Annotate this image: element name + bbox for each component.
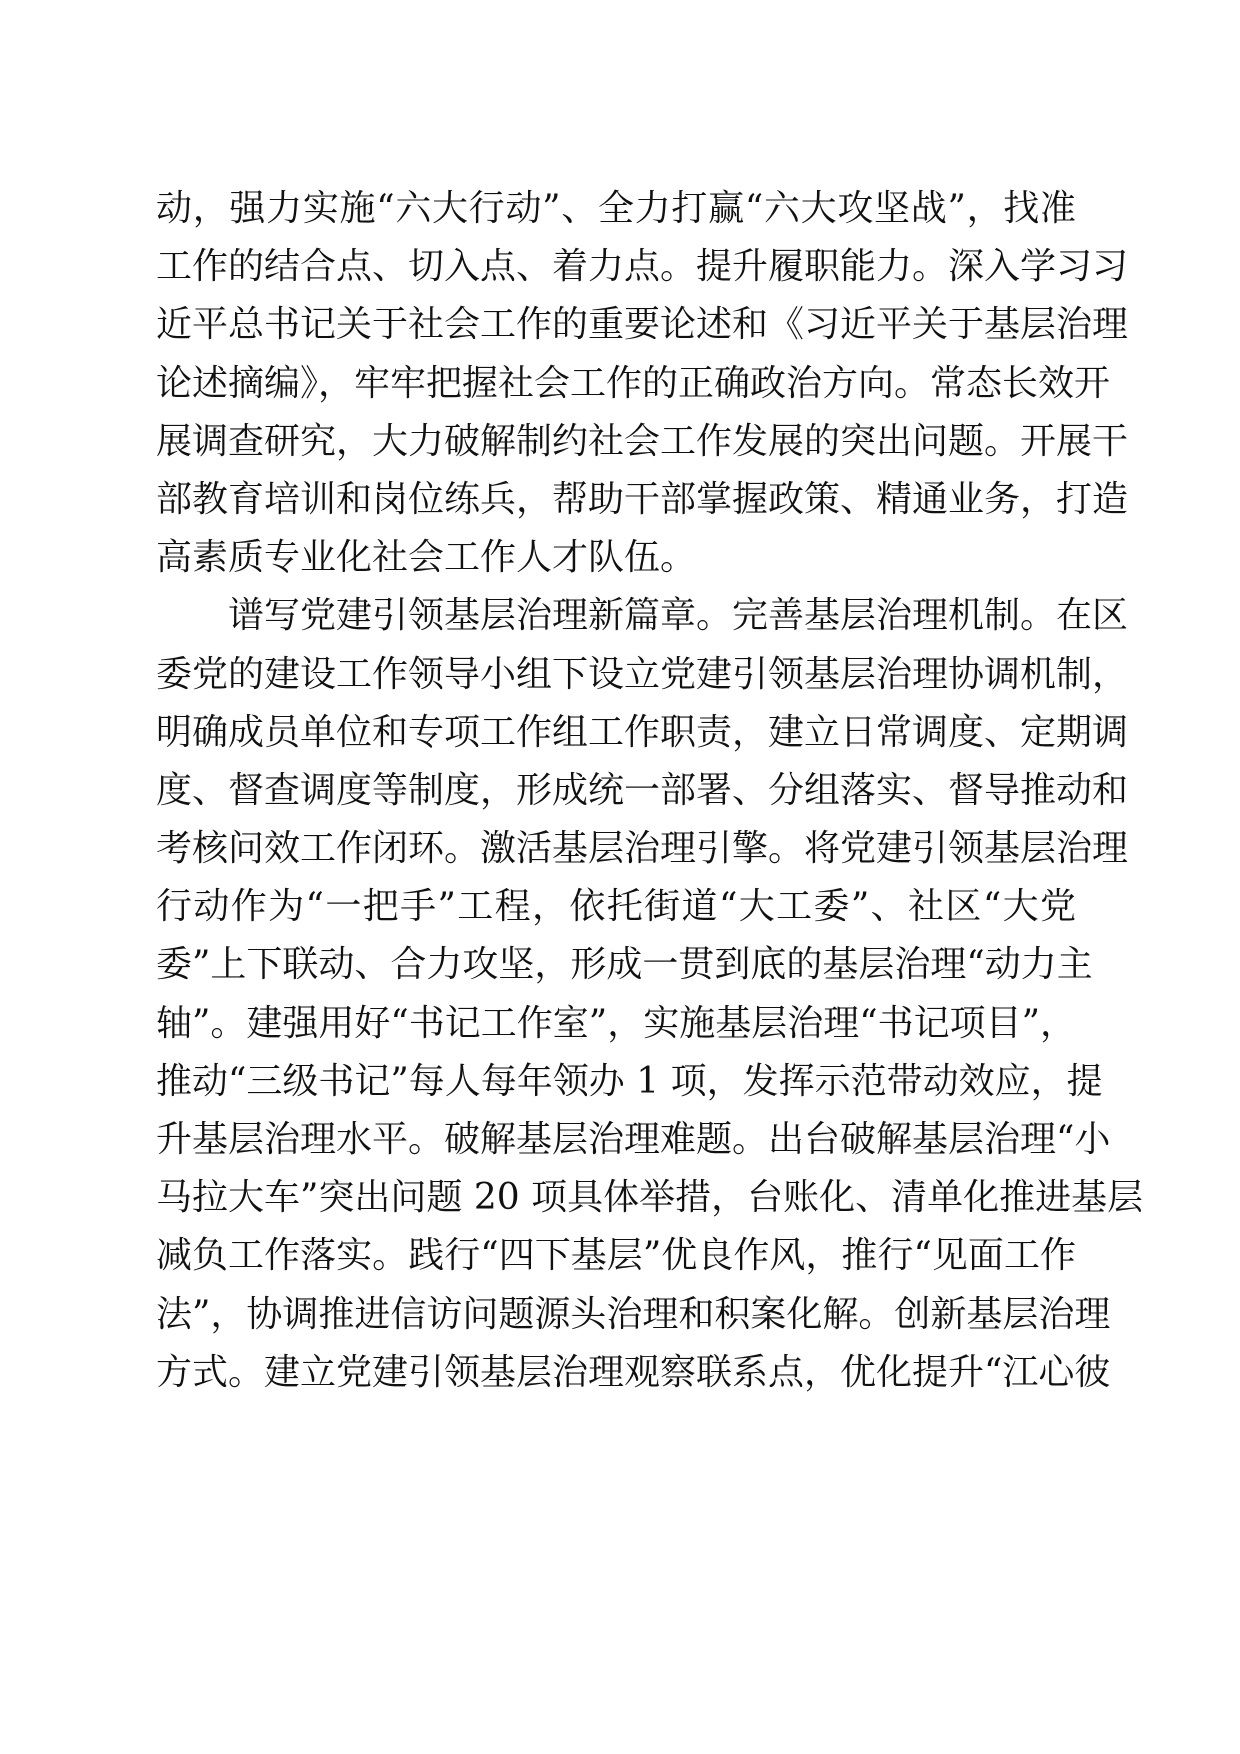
text-line: 马拉大车”突出问题 20 项具体举措，台账化、清单化推进基层 <box>156 1177 1144 1219</box>
text-line: 考核问效工作闭环。激活基层治理引擎。将党建引领基层治理 <box>156 828 1129 870</box>
text-line: 委党的建设工作领导小组下设立党建引领基层治理协调机制， <box>156 653 1129 695</box>
text-line: 部教育培训和岗位练兵，帮助干部掌握政策、精通业务，打造 <box>156 478 1129 520</box>
paragraph-1 <box>156 180 1129 587</box>
text-line: 高素质专业化社会工作人才队伍。 <box>156 537 697 579</box>
text-line: 法”，协调推进信访问题源头治理和积案化解。创新基层治理 <box>156 1293 1111 1335</box>
text-line: 论述摘编》，牢牢把握社会工作的正确政治方向。常态长效开 <box>156 362 1111 404</box>
text-line: 委”上下联动、合力攻坚，形成一贯到底的基层治理“动力主 <box>156 944 1093 986</box>
text-line: 近平总书记关于社会工作的重要论述和《习近平关于基层治理 <box>156 304 1129 346</box>
text-line: 动，强力实施“六大行动”、全力打赢“六大攻坚战”，找准 <box>156 188 1076 229</box>
text-line: 行动作为“一把手”工程，依托街道“大工委”、社区“大党 <box>156 886 1076 928</box>
text-line: 展调查研究，大力破解制约社会工作发展的突出问题。开展干 <box>156 420 1129 462</box>
text-line: 谱写党建引领基层治理新篇章。完善基层治理机制。在区 <box>228 595 1129 637</box>
paragraph-2 <box>156 587 1144 1402</box>
text-line: 明确成员单位和专项工作组工作职责，建立日常调度、定期调 <box>156 711 1129 753</box>
text-line: 升基层治理水平。破解基层治理难题。出台破解基层治理“小 <box>156 1119 1111 1160</box>
body-text <box>156 180 1144 1402</box>
text-line: 推动“三级书记”每人每年领办 1 项，发挥示范带动效应，提 <box>156 1060 1103 1102</box>
text-line: 度、督查调度等制度，形成统一部署、分组落实、督导推动和 <box>156 769 1129 811</box>
text-line: 方式。建立党建引领基层治理观察联系点，优化提升“江心彼 <box>156 1351 1111 1393</box>
text-line: 减负工作落实。践行“四下基层”优良作风，推行“见面工作 <box>156 1235 1076 1277</box>
text-line: 工作的结合点、切入点、着力点。提升履职能力。深入学习习 <box>156 246 1129 288</box>
text-line: 轴”。建强用好“书记工作室”，实施基层治理“书记项目”， <box>156 1002 1077 1044</box>
